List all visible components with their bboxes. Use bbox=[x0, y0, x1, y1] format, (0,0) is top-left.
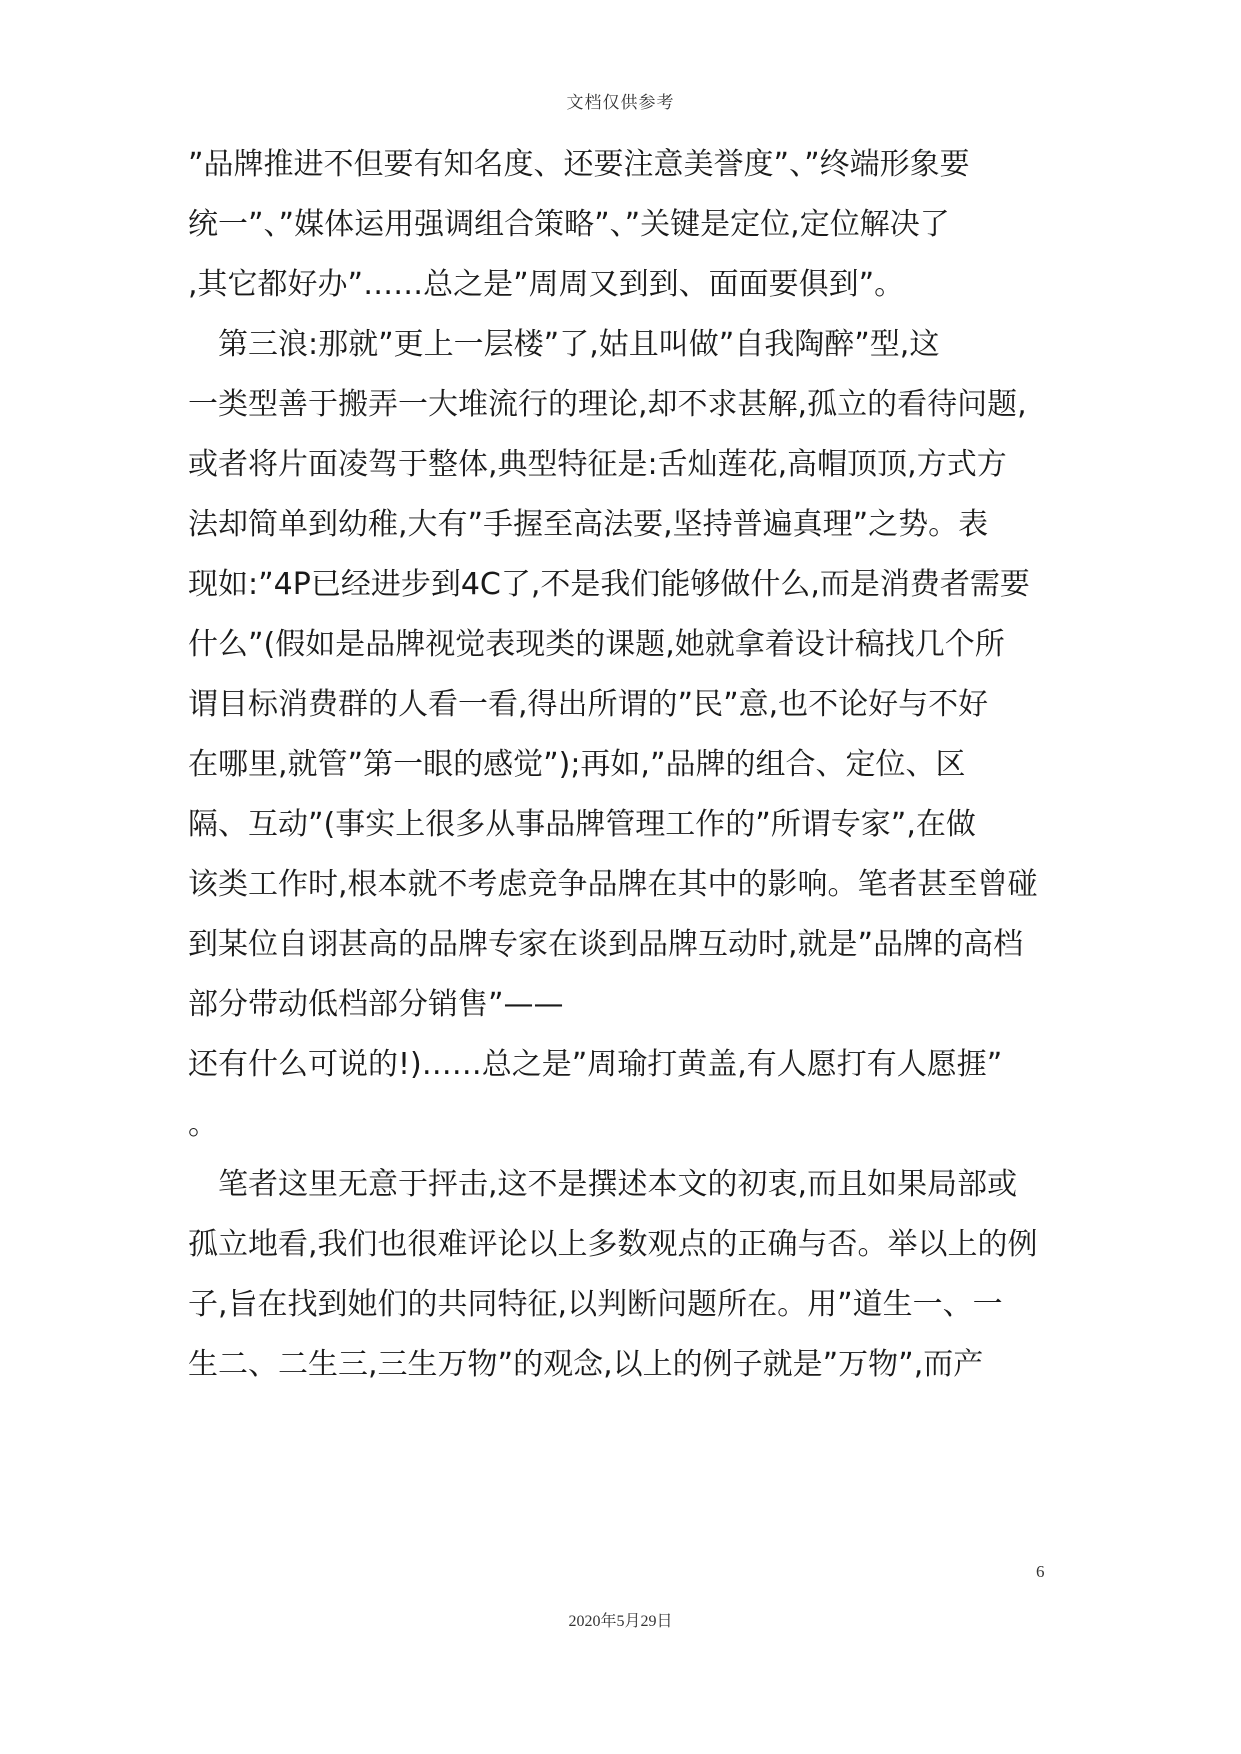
body-line: 一类型善于搬弄一大堆流行的理论,却不求甚解,孤立的看待问题, bbox=[188, 387, 1027, 422]
body-line: 在哪里,就管”第一眼的感觉”);再如,”品牌的组合、定位、区 bbox=[188, 747, 966, 782]
body-line: 子,旨在找到她们的共同特征,以判断问题所在。用”道生一、一 bbox=[188, 1287, 1003, 1322]
body-line: 第三浪:那就”更上一层楼”了,姑且叫做”自我陶醉”型,这 bbox=[188, 327, 940, 362]
body-line: 谓目标消费群的人看一看,得出所谓的”民”意,也不论好与不好 bbox=[188, 687, 989, 722]
page-header: 文档仅供参考 bbox=[566, 93, 675, 113]
body-line: ”品牌推进不但要有知名度、还要注意美誉度”、”终端形象要 bbox=[188, 147, 970, 182]
page-footer-date: 2020年5月29日 bbox=[568, 1613, 673, 1630]
body-line: 法却简单到幼稚,大有”手握至高法要,坚持普遍真理”之势。表 bbox=[188, 507, 989, 542]
body-line: ,其它都好办”……总之是”周周又到到、面面要俱到”。 bbox=[188, 267, 905, 302]
body-line: 到某位自诩甚高的品牌专家在谈到品牌互动时,就是”品牌的高档 bbox=[188, 927, 1024, 962]
body-line: 隔、互动”(事实上很多从事品牌管理工作的”所谓专家”,在做 bbox=[188, 807, 976, 842]
body-line: 或者将片面凌驾于整体,典型特征是:舌灿莲花,高帽顶顶,方式方 bbox=[188, 447, 1007, 482]
body-line: 统一”、”媒体运用强调组合策略”、”关键是定位,定位解决了 bbox=[188, 207, 950, 242]
body-line: 现如:”4P已经进步到4C了,不是我们能够做什么,而是消费者需要 bbox=[188, 567, 1030, 602]
body-line: 还有什么可说的!)……总之是”周瑜打黄盖,有人愿打有人愿捱” bbox=[188, 1047, 1003, 1082]
page-number: 6 bbox=[1036, 1562, 1045, 1581]
body-line: 部分带动低档部分销售”—— bbox=[188, 987, 564, 1022]
body-line: 。 bbox=[188, 1107, 218, 1142]
body-line: 什么”(假如是品牌视觉表现类的课题,她就拿着设计稿找几个所 bbox=[188, 627, 1005, 662]
body-line: 孤立地看,我们也很难评论以上多数观点的正确与否。举以上的例 bbox=[188, 1227, 1038, 1262]
body-line: 笔者这里无意于抨击,这不是撰述本文的初衷,而且如果局部或 bbox=[188, 1167, 1018, 1202]
body-line: 该类工作时,根本就不考虑竞争品牌在其中的影响。笔者甚至曾碰 bbox=[188, 867, 1038, 902]
body-line: 生二、二生三,三生万物”的观念,以上的例子就是”万物”,而产 bbox=[188, 1347, 984, 1382]
